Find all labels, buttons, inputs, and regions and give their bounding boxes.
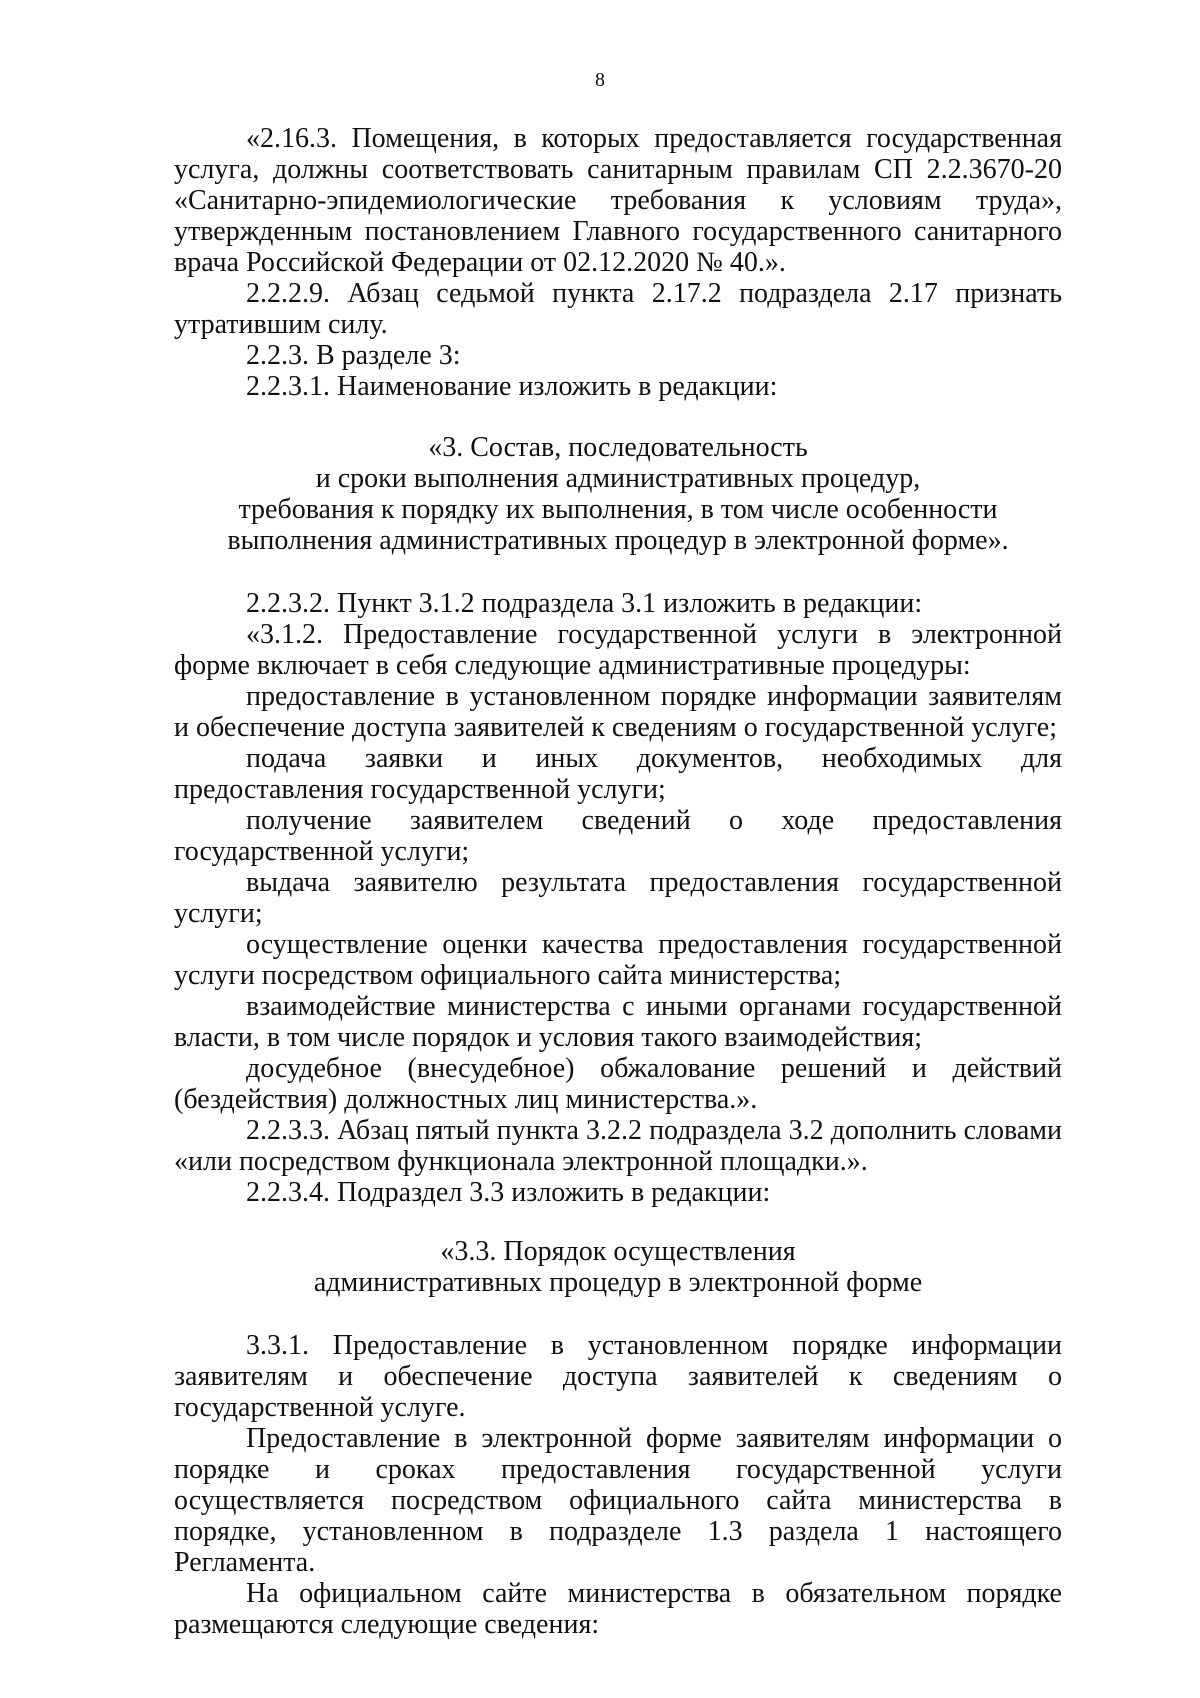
paragraph-info-provision: Предоставление в электронной форме заявителям информации о порядке и сроках предоставления государственной услуги осуществляется посредством официального сайта министерства в порядке, установленном в подразделе 1.3 раздела 1 настоящего Регламента. [174, 1423, 1062, 1578]
heading-line: «3.3. Порядок осуществления [440, 1236, 796, 1267]
paragraph-3-3-1: 3.3.1. Предоставление в установленном порядке информации заявителям и обеспечение доступа заявителей к сведениям о государственной услуге. [174, 1330, 1062, 1423]
subsection-3-3-heading [174, 1236, 1062, 1298]
paragraph-2-2-3-3: 2.2.3.3. Абзац пятый пункта 3.2.2 подраздела 3.2 дополнить словами «или посредством функционала электронной площадки.». [174, 1115, 1062, 1177]
list-item-appeal: досудебное (внесудебное) обжалование решений и действий (бездействия) должностных лиц министерства.». [174, 1053, 1062, 1115]
heading-line: требования к порядку их выполнения, в том числе особенности [238, 494, 998, 525]
paragraph-2-16-3: «2.16.3. Помещения, в которых предоставляется государственная услуга, должны соответствовать санитарным правилам СП 2.2.3670-20 «Санитарно-эпидемиологические требования к условиям труда», утвержденным постановлением Главного государственного санитарного врача Российской Федерации от 02.12.2020 № 40.». [174, 123, 1062, 278]
paragraph-site-info: На официальном сайте министерства в обязательном порядке размещаются следующие сведения: [174, 1578, 1062, 1640]
list-item-quality: осуществление оценки качества предоставления государственной услуги посредством официального сайта министерства; [174, 929, 1062, 991]
paragraph-3-1-2: «3.1.2. Предоставление государственной услуги в электронной форме включает в себя следующие административные процедуры: [174, 619, 1062, 681]
paragraph-2-2-3: 2.2.3. В разделе 3: [246, 340, 461, 371]
page-number: 8 [595, 69, 605, 91]
list-item-info: предоставление в установленном порядке информации заявителям и обеспечение доступа заявителей к сведениям о государственной услуге; [174, 681, 1062, 743]
heading-line: «3. Состав, последовательность [428, 432, 808, 463]
heading-line: административных процедур в электронной форме [313, 1267, 923, 1298]
document-body [174, 123, 1062, 1640]
list-item-application: подача заявки и иных документов, необходимых для предоставления государственной услуги; [174, 743, 1062, 805]
list-item-interaction: взаимодействие министерства с иными органами государственной власти, в том числе порядок и условия такого взаимодействия; [174, 991, 1062, 1053]
list-item-status: получение заявителем сведений о ходе предоставления государственной услуги; [174, 805, 1062, 867]
heading-line: выполнения административных процедур в электронной форме». [227, 525, 1009, 556]
heading-line: и сроки выполнения административных процедур, [315, 463, 921, 494]
section-3-heading [174, 432, 1062, 556]
list-item-result: выдача заявителю результата предоставления государственной услуги; [174, 867, 1062, 929]
paragraph-2-2-3-2: 2.2.3.2. Пункт 3.1.2 подраздела 3.1 изложить в редакции: [246, 588, 923, 619]
paragraph-2-2-3-1: 2.2.3.1. Наименование изложить в редакции: [246, 371, 778, 402]
paragraph-2-2-3-4: 2.2.3.4. Подраздел 3.3 изложить в редакции: [246, 1177, 771, 1208]
paragraph-2-2-2-9: 2.2.2.9. Абзац седьмой пункта 2.17.2 подраздела 2.17 признать утратившим силу. [174, 278, 1062, 340]
